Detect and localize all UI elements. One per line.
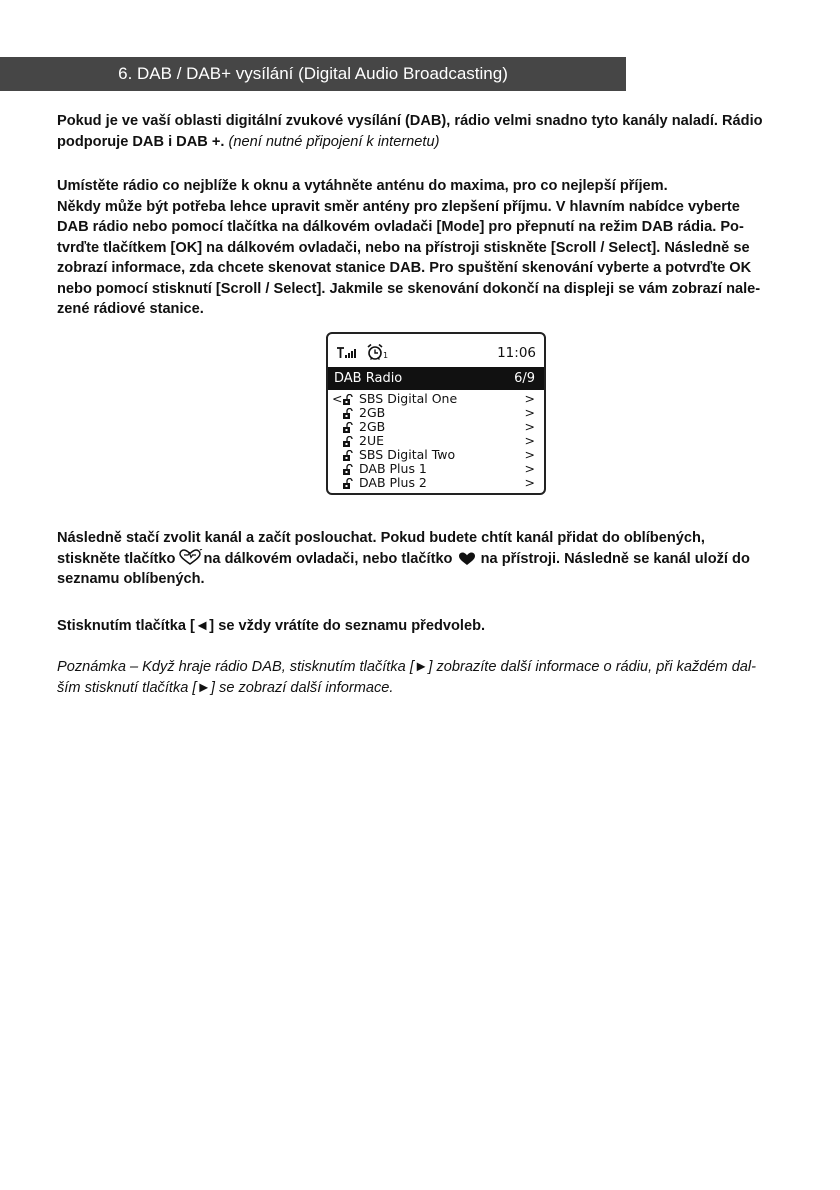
display-title: DAB Radio xyxy=(334,371,403,386)
station-item[interactable] xyxy=(328,476,544,490)
setup-line: Umístěte rádio co nejblíže k oknu a vytáhněte anténu do maxima, pro co nejlepší příjem. xyxy=(57,178,668,194)
setup-line: tvrďte tlačítkem [OK] na dálkovém ovladači, nebo na přístroji stiskněte [Scroll / Select]. Následně se xyxy=(57,239,750,256)
unlock-icon xyxy=(342,394,354,405)
favorites-line-2b: na dálkovém ovladači, nebo tlačítko xyxy=(203,550,453,567)
intro-line-2: podporuje DAB i DAB +. xyxy=(57,133,225,150)
setup-line: nebo pomocí stisknutí [Scroll / Select]. Jakmile se skenování dokončí na displeji se vám zobrazí nale- xyxy=(57,280,761,297)
section-title: 6. DAB / DAB+ vysílání (Digital Audio Broadcasting) xyxy=(118,64,508,83)
station-item[interactable] xyxy=(328,434,544,448)
unlock-icon xyxy=(342,408,354,419)
station-name: SBS Digital Two xyxy=(359,447,456,462)
unlock-icon xyxy=(342,422,354,433)
chevron-right-icon: > xyxy=(524,405,535,420)
intro-paragraph xyxy=(57,111,832,152)
station-name: 2UE xyxy=(359,433,384,448)
chevron-right-icon: > xyxy=(524,391,535,406)
favorites-line-3: seznamu oblíbených. xyxy=(57,571,205,587)
favorites-paragraph xyxy=(57,528,832,590)
chevron-right-icon: > xyxy=(524,447,535,462)
section-header xyxy=(0,57,626,91)
unlock-icon xyxy=(342,478,354,489)
unlock-icon xyxy=(342,436,354,447)
chevron-right-icon: > xyxy=(524,433,535,448)
station-name: 2GB xyxy=(359,405,386,420)
station-item[interactable] xyxy=(328,448,544,462)
station-counter: 6/9 xyxy=(514,371,535,386)
setup-paragraph xyxy=(57,176,832,320)
station-item[interactable] xyxy=(328,392,544,406)
heart-outline-icon xyxy=(179,549,203,566)
note-line-1: Poznámka – Když hraje rádio DAB, stisknutím tlačítka [►] zobrazíte další informace o rádiu, při každém dal- xyxy=(57,659,757,675)
station-item[interactable] xyxy=(328,462,544,476)
station-name: 2GB xyxy=(359,419,386,434)
status-row xyxy=(328,334,544,364)
station-list xyxy=(328,392,544,490)
favorites-line-2c: na přístroji. Následně se kanál uloží do xyxy=(480,550,750,567)
station-name: DAB Plus 2 xyxy=(359,475,427,490)
signal-strength-icon xyxy=(337,347,357,359)
favorites-line-1: Následně stačí zvolit kanál a začít poslouchat. Pokud budete chtít kanál přidat do oblíbených, xyxy=(57,530,705,546)
note-paragraph xyxy=(57,657,832,698)
station-item[interactable] xyxy=(328,420,544,434)
heart-icon xyxy=(457,551,477,566)
back-info-text: Stisknutím tlačítka [◄] se vždy vrátíte do seznamu předvoleb. xyxy=(57,618,486,634)
setup-line: DAB rádio nebo pomocí tlačítka na dálkovém ovladači [Mode] pro přepnutí na režim DAB rádia. Po- xyxy=(57,219,744,235)
alarm-number: 1 xyxy=(383,351,389,360)
unlock-icon xyxy=(342,464,354,475)
station-name: SBS Digital One xyxy=(359,391,458,406)
setup-line: zené rádiové stanice. xyxy=(57,301,204,317)
back-info-paragraph xyxy=(57,616,832,637)
favorites-line-2a: stiskněte tlačítko xyxy=(57,550,176,567)
setup-line: zobrazí informace, zda chcete skenovat stanice DAB. Pro spuštění skenování vyberte a potvrďte OK xyxy=(57,260,752,276)
clock-time: 11:06 xyxy=(497,345,536,361)
alarm-clock-icon xyxy=(366,343,384,361)
display-title-bar xyxy=(328,367,544,390)
back-arrow[interactable]: < xyxy=(332,391,343,406)
intro-line-1: Pokud je ve vaší oblasti digitální zvukové vysílání (DAB), rádio velmi snadno tyto kanály naladí. Rádio xyxy=(57,113,763,129)
chevron-right-icon: > xyxy=(524,419,535,434)
chevron-right-icon: > xyxy=(524,461,535,476)
note-line-2: ším stisknutí tlačítka [►] se zobrazí další informace. xyxy=(57,679,394,696)
station-item[interactable] xyxy=(328,406,544,420)
intro-note: (není nutné připojení k internetu) xyxy=(228,133,440,150)
setup-line: Někdy může být potřeba lehce upravit směr antény pro zlepšení příjmu. V hlavním nabídce vyberte xyxy=(57,198,740,215)
unlock-icon xyxy=(342,450,354,461)
station-name: DAB Plus 1 xyxy=(359,461,427,476)
radio-display xyxy=(326,332,546,495)
chevron-right-icon: > xyxy=(524,475,535,490)
